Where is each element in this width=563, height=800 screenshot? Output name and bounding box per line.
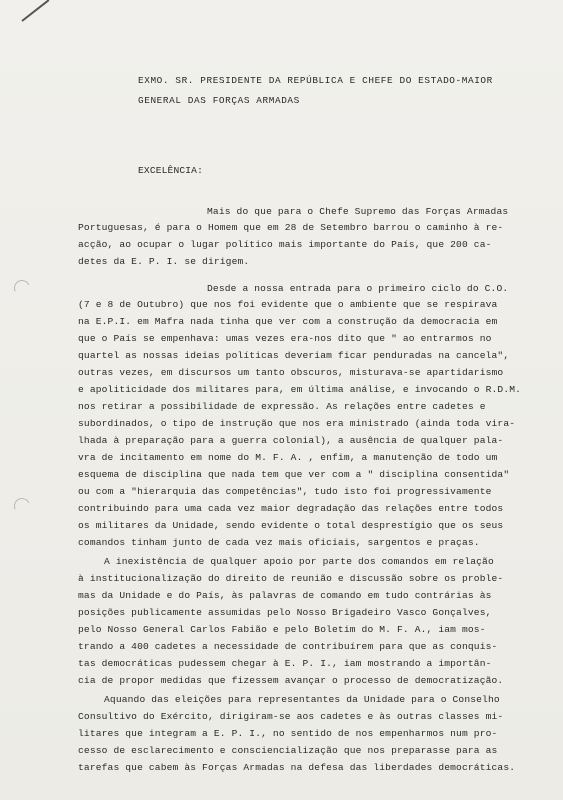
body-line: mas da Unidade e do País, às palavras de comando em tudo contrárias às [78,590,492,601]
address-line: EXMO. SR. PRESIDENTE DA REPÚBLICA E CHEFE DO ESTADO-MAIOR [138,75,493,86]
body-line: Consultivo do Exército, dirigiram-se aos cadetes e às outras classes mi- [78,711,504,722]
body-line: cia de propor medidas que fizessem avançar o processo de democratização. [78,675,504,686]
body-line: acção, ao ocupar o lugar político mais importante do País, que 200 ca- [78,239,492,250]
body-line: comandos tinham junto de cada vez mais oficiais, sargentos e praças. [78,537,480,548]
pen-stroke-mark [21,0,49,22]
body-line: detes da E. P. I. se dirigem. [78,256,250,267]
body-line: posições publicamente assumidas pelo Nosso Brigadeiro Vasco Gonçalves, [78,607,492,618]
body-line: lhada à preparação para a guerra colonial), a ausência de qualquer pala- [78,435,504,446]
body-line: Mais do que para o Chefe Supremo das Forças Armadas [207,206,509,217]
address-line: GENERAL DAS FORÇAS ARMADAS [138,95,300,106]
body-line: subordinados, o tipo de instrução que nos era ministrado (ainda toda vira- [78,418,516,429]
body-line: tas democráticas pudessem chegar à E. P. I., iam mostrando a importân- [78,658,492,669]
body-line: à institucionalização do direito de reunião e discussão sobre os proble- [78,573,504,584]
body-line: quartel as nossas ideias políticas deveriam ficar penduradas na cancela", [78,350,510,361]
body-line: e apoliticidade dos militares para, em última análise, e invocando o R.D.M. [78,384,522,395]
body-line: nos retirar a possibilidade de expressão. As relações entre cadetes e [78,401,486,412]
body-line: vra de incitamento em nome do M. F. A. , enfim, a manutenção de todo um [78,452,498,463]
body-line: outras vezes, em discursos um tanto obscuros, misturava-se apartidarismo [78,367,504,378]
body-line: na E.P.I. em Mafra nada tinha que ver com a construção da democracia em [78,316,498,327]
body-line: os militares da Unidade, sendo evidente o total desprestígio que os seus [78,520,504,531]
body-line: Desde a nossa entrada para o primeiro ciclo do C.O. [207,283,509,294]
body-line: contribuindo para uma cada vez maior degradação das relações entre todos [78,503,504,514]
body-line: litares que integram a E. P. I., no sentido de nos empenharmos num pro- [78,728,498,739]
body-line: pelo Nosso General Carlos Fabião e pelo Boletim do M. F. A., iam mos- [78,624,486,635]
punch-hole-mark [12,496,33,517]
body-line: Aquando das eleições para representantes da Unidade para o Conselho [104,694,500,705]
body-line: A inexistência de qualquer apoio por parte dos comandos em relação [104,556,494,567]
body-line: Portuguesas, é para o Homem que em 28 de Setembro barrou o caminho à re- [78,222,504,233]
body-line: tarefas que cabem às Forças Armadas na defesa das liberdades democráticas. [78,762,516,773]
body-line: que o País se empenhava: umas vezes era-nos dito que " ao entrarmos no [78,333,492,344]
body-line: cesso de esclarecimento e consciencialização que nos preparasse para as [78,745,498,756]
salutation: EXCELÊNCIA: [138,165,203,176]
body-line: ou com a "hierarquia das competências", tudo isto foi progressivamente [78,486,492,497]
body-line: (7 e 8 de Outubro) que nos foi evidente que o ambiente que se respirava [78,299,498,310]
body-line: trando a 400 cadetes a necessidade de contribuírem para que as conquis- [78,641,498,652]
body-line: esquema de disciplina que nada tem que ver com a " disciplina consentida" [78,469,510,480]
punch-hole-mark [12,278,33,299]
